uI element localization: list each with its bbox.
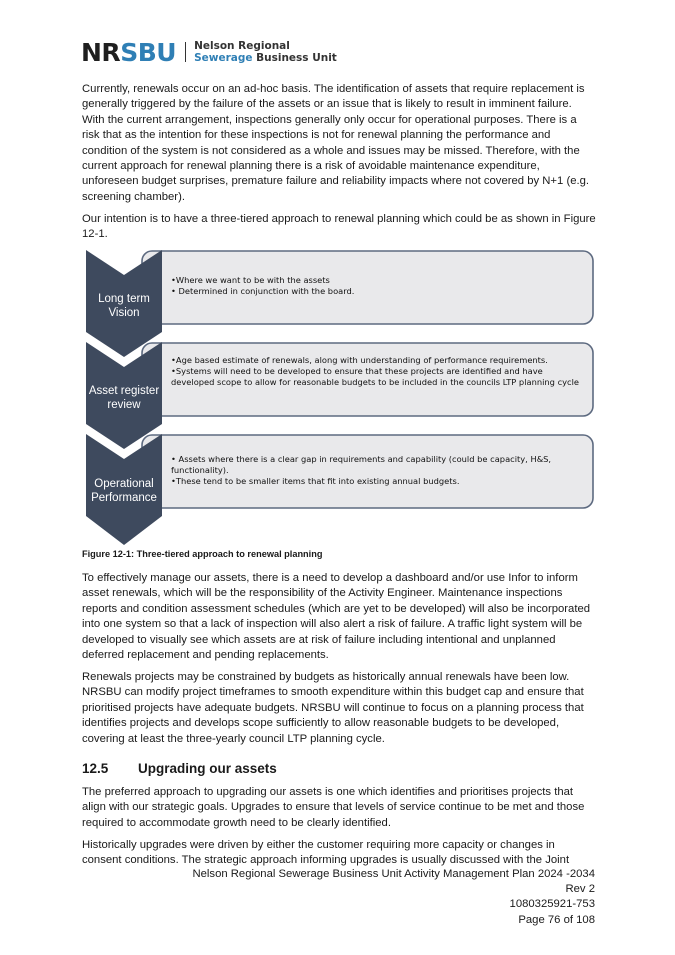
paragraph-budget-constraints: Renewals projects may be constrained by budgets as historically annual renewals have been low. NRSBU can modify project timeframes to smooth expenditure within this budget cap and ensure that prioritised projects have adequate budgets. NRSBU will continue to focus on a planning process that identifies projects and develops scope sufficiently to allow reasonable budgets to be developed, covering at least the three-yearly council LTP planning cycle.	[82, 671, 584, 745]
tier-2-bullet-2: •Systems will need to be developed to ensure that these projects are identified and have developed scope to allow for reasonable budgets to be included in the councils LTP planning cycle	[171, 366, 580, 387]
section-number: 12.5	[82, 761, 109, 776]
footer-document-title: Nelson Regional Sewerage Business Unit Activity Management Plan 2024 -2034	[192, 868, 595, 880]
tier-1-label	[84, 292, 164, 320]
page-footer	[192, 867, 595, 928]
logo-line1: Nelson Regional	[194, 40, 290, 52]
tier-2-bullets	[171, 355, 581, 388]
tier-2-label	[84, 384, 164, 412]
tier-2-bullet-1: •Age based estimate of renewals, along with understanding of performance requirements.	[171, 355, 548, 365]
tier-3-label	[84, 477, 164, 505]
logo-line2-sewerage: Sewerage	[194, 52, 253, 64]
tier-3-bullet-2: •These tend to be smaller items that fit into existing annual budgets.	[171, 476, 460, 486]
section-title: Upgrading our assets	[138, 761, 277, 776]
tier-1-label-line2: Vision	[108, 307, 140, 319]
tier-2-label-line1: Asset register	[88, 385, 160, 397]
tier-3-label-line1: Operational	[94, 478, 154, 490]
logo-line2-rest: Business Unit	[252, 52, 337, 64]
footer-page-number: Page 76 of 108	[518, 913, 595, 926]
logo-divider	[185, 42, 186, 62]
three-tier-diagram	[84, 248, 596, 548]
tier-1-bullet-1: •Where we want to be with the assets	[171, 275, 330, 285]
logo-line2	[194, 52, 337, 64]
tier-1-bullet-2: • Determined in conjunction with the board.	[171, 286, 355, 296]
tier-3-bullet-1: • Assets where there is a clear gap in requirements and capability (could be capacity, H&S, functionality).	[171, 454, 552, 475]
footer-document-id: 1080325921-753	[509, 898, 595, 911]
logo-mark-sbu: SBU	[120, 37, 177, 67]
paragraph-renewals-current: Currently, renewals occur on an ad-hoc basis. The identification of assets that require replacement is generally triggered by the failure of the assets or an issue that is likely to result in imminent failure. With the current arrangement, inspections generally only occur for operational purposes. There is a risk that as the intention for these inspections is not for renewal planning the performance and condition of the system is not considered as a whole and issues may be missed. Therefore, with the current approach for renewal planning there is a risk of avoidable maintenance expenditure, unforeseen budget surprises, premature failure and reliability impacts where not covered by N+1 (e.g. screening chamber).	[82, 83, 590, 203]
paragraph-upgrade-approach: The preferred approach to upgrading our assets is one which identifies and prioritises projects that align with our strategic goals. Upgrades to ensure that levels of service continue to be met and those required to accommodate growth need to be clearly identified.	[82, 786, 585, 829]
nrsbu-logo	[81, 36, 337, 68]
logo-mark-nr: NR	[81, 37, 121, 67]
footer-revision: Rev 2	[565, 883, 595, 896]
logo-mark	[81, 38, 176, 67]
paragraph-three-tier-intent: Our intention is to have a three-tiered approach to renewal planning which could be as shown in Figure 12-1.	[82, 213, 596, 241]
section-heading-12-5	[82, 761, 277, 776]
logo-subtitle	[194, 40, 337, 64]
figure-caption: Figure 12-1: Three-tiered approach to renewal planning	[82, 549, 323, 559]
tier-1-bullets	[171, 275, 581, 297]
tier-1-label-line1: Long term	[98, 293, 150, 305]
tier-3-bullets	[171, 454, 581, 487]
paragraph-upgrade-history: Historically upgrades were driven by either the customer requiring more capacity or changes in consent conditions. The strategic approach informing upgrades is usually discussed with the Joint	[82, 839, 570, 867]
tier-3-label-line2: Performance	[91, 492, 157, 504]
paragraph-dashboard: To effectively manage our assets, there is a need to develop a dashboard and/or use Infor to inform asset renewals, which will be the responsibility of the Activity Engineer. Maintenance inspections reports and condition assessment schedules (which are yet to be developed) will also be incorporated into one system so that a lack of inspection will also alert a risk of failure. A traffic light system will be developed to visually see which assets are at risk of failure including intentional and unplanned deferred replacement and pending replacements.	[82, 572, 591, 662]
tier-2-label-line2: review	[107, 399, 141, 411]
